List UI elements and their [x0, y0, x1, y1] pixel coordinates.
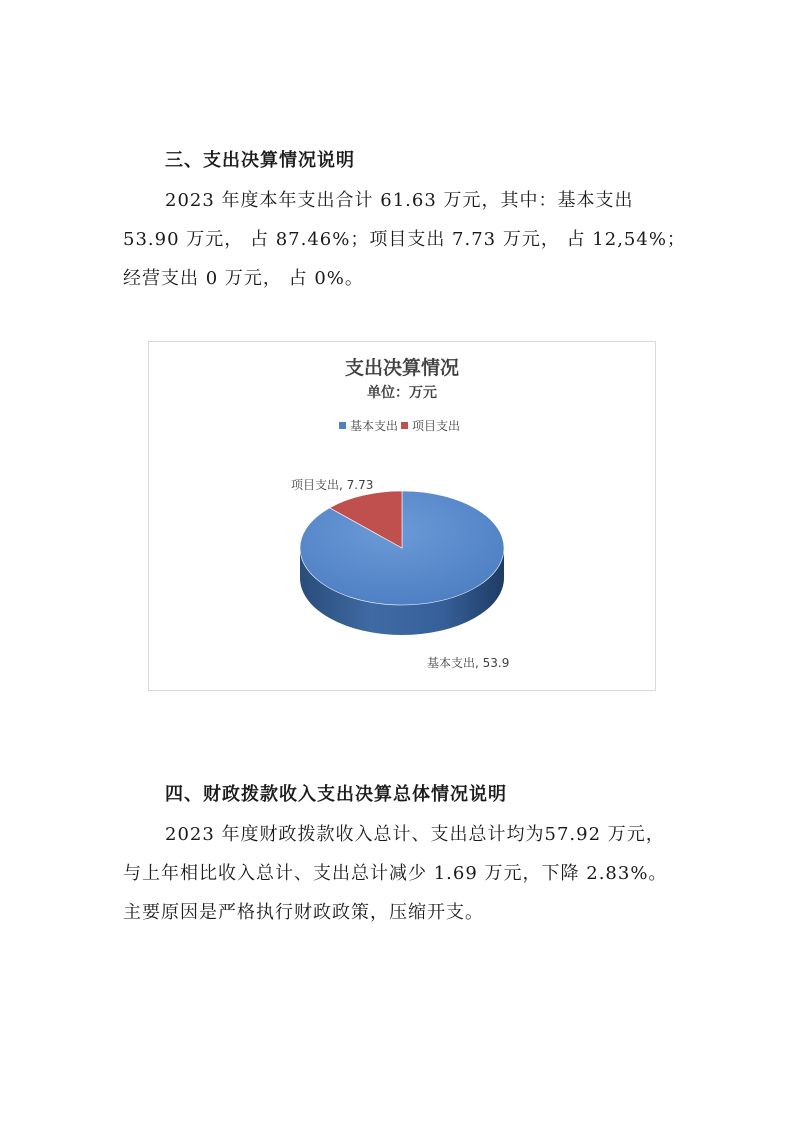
- section-4-line-1: 2023 年度财政拨款收入总计、支出总计均为57.92 万元，: [165, 824, 665, 845]
- legend-item: [339, 418, 398, 433]
- section-3-line-2: 53.90 万元， 占 87.46%；项目支出 7.73 万元， 占 12,54%；: [123, 229, 686, 250]
- section-3-heading: 三、支出决算情况说明: [165, 150, 355, 171]
- legend-label: 项目支出: [412, 419, 461, 433]
- section-4-line-2: 与上年相比收入总计、支出总计减少 1.69 万元，下降 2.83%。: [123, 863, 668, 884]
- pie-slices: [300, 491, 504, 635]
- legend-swatch: [339, 422, 346, 429]
- chart-subtitle: 单位：万元: [367, 385, 437, 401]
- section-4-line-3: 主要原因是严格执行财政政策，压缩开支。: [123, 902, 484, 923]
- legend-label: 基本支出: [350, 419, 399, 433]
- chart-legend: [339, 418, 460, 433]
- legend-swatch: [401, 422, 408, 429]
- chart-title: 支出决算情况: [344, 357, 460, 379]
- data-label-basic: 基本支出, 53.9: [427, 656, 510, 670]
- expenditure-chart: [148, 341, 656, 691]
- pie-chart-canvas: [149, 342, 655, 690]
- section-3-line-3: 经营支出 0 万元， 占 0%。: [123, 268, 364, 289]
- section-4-heading: 四、财政拨款收入支出决算总体情况说明: [165, 784, 507, 805]
- data-label-project: 项目支出, 7.73: [291, 478, 374, 492]
- section-3-line-1: 2023 年度本年支出合计 61.63 万元，其中：基本支出: [165, 190, 634, 211]
- legend-item: [401, 418, 460, 433]
